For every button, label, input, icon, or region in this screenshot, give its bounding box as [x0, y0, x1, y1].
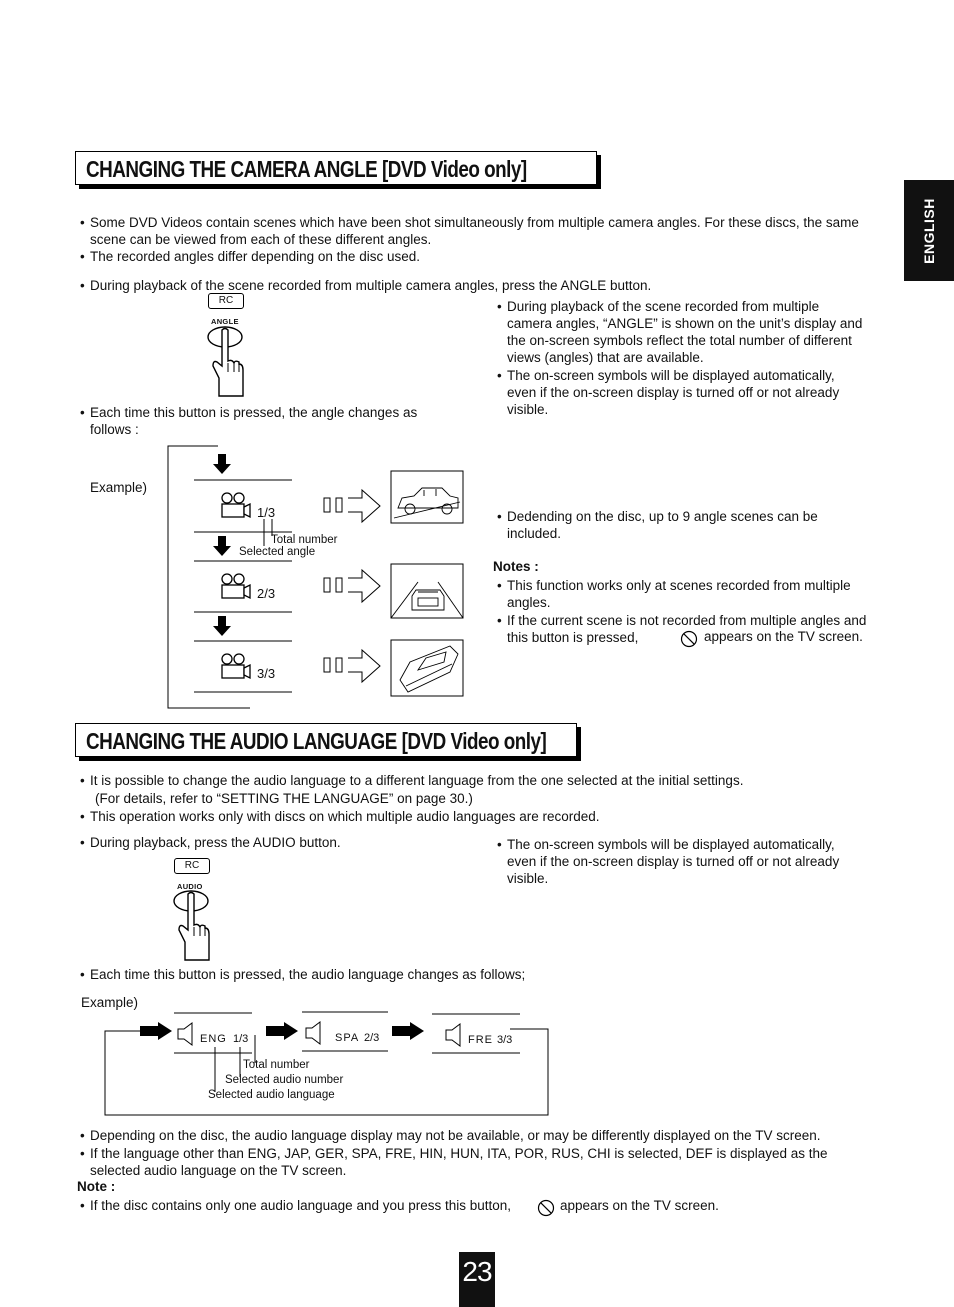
angle-total-number-label: Total number	[271, 534, 338, 546]
prohibited-icon-audio	[537, 1199, 555, 1217]
angle-intro-1: • Some DVD Videos contain scenes which have been shot simultaneously from multiple camera angles. For these discs, the same scene can be viewed from each of these different angles.	[90, 214, 870, 248]
angle-intro-2: • The recorded angles differ depending on the disc used.	[90, 248, 870, 265]
angle-title-text: CHANGING THE CAMERA ANGLE [DVD Video only]	[86, 156, 527, 182]
audio-intro-1b: (For details, refer to “SETTING THE LANGUAGE” on page 30.)	[95, 791, 473, 806]
angle-sequence-diagram	[160, 440, 480, 712]
angle-value-1: 1/3	[257, 505, 276, 520]
audio-num-1: 1/3	[233, 1033, 249, 1045]
audio-note-1-b: appears on the TV screen.	[560, 1198, 719, 1213]
angle-note-1: • This function works only at scenes recorded from multiple angles.	[507, 577, 877, 611]
angle-right-2: • The on-screen symbols will be displayed automatically, even if the on-screen display is turned off or not already visible.	[507, 367, 867, 418]
page-number: 23	[459, 1252, 495, 1307]
audio-lang-1: ENG	[200, 1033, 227, 1045]
angle-note-2-b: appears on the TV screen.	[704, 629, 863, 644]
angle-example-label: Example)	[90, 480, 148, 495]
angle-rc-label: RC	[208, 293, 244, 309]
language-tab	[904, 180, 954, 281]
audio-intro-2: • This operation works only with discs on which multiple audio languages are recorded.	[90, 808, 870, 825]
audio-intro-1: • It is possible to change the audio language to a different language from the one selected at the initial settings.	[90, 772, 870, 789]
angle-right-1: • During playback of the scene recorded from multiple camera angles, “ANGLE” is shown on the unit’s display and the on-screen symbols reflect the total number of different views (angles) that are available.	[507, 298, 867, 366]
angle-selected-label: Selected angle	[239, 546, 316, 558]
audio-button-label: AUDIO	[177, 882, 203, 891]
audio-selected-number-label: Selected audio number	[225, 1074, 344, 1086]
angle-max-note: • Dedending on the disc, up to 9 angle scenes can be included.	[507, 508, 867, 542]
audio-num-2: 2/3	[364, 1032, 380, 1044]
language-tab-label: ENGLISH	[921, 197, 937, 264]
audio-note-1-a: • If the disc contains only one audio language and you press this button,	[90, 1197, 540, 1214]
angle-value-3: 3/3	[257, 666, 276, 681]
angle-button-label: ANGLE	[211, 317, 239, 326]
angle-hand-press-icon	[205, 326, 255, 398]
angle-section-title	[75, 151, 597, 185]
audio-num-3: 3/3	[497, 1034, 513, 1046]
audio-each-press: • Each time this button is pressed, the audio language changes as follows;	[90, 966, 870, 983]
audio-lang-2: SPA	[335, 1032, 360, 1044]
prohibited-icon	[680, 630, 698, 648]
angle-each-press: • Each time this button is pressed, the angle changes as follows :	[90, 404, 430, 438]
audio-hand-press-icon	[171, 890, 221, 962]
angle-value-2: 2/3	[257, 586, 276, 601]
audio-example-label: Example)	[81, 995, 139, 1010]
audio-bottom-2: • If the language other than ENG, JAP, GER, SPA, FRE, HIN, HUN, ITA, POR, RUS, CHI is selected, DEF is displayed as the selected audio language on the TV screen.	[90, 1145, 880, 1179]
angle-note-2-a: • If the current scene is not recorded from multiple angles and this button is pressed,	[507, 612, 877, 646]
audio-section-title	[75, 723, 577, 757]
audio-lang-3: FRE	[468, 1034, 493, 1046]
audio-step: • During playback, press the AUDIO button.	[90, 834, 450, 851]
audio-right-1: • The on-screen symbols will be displayed automatically, even if the on-screen display is turned off or not already visible.	[507, 836, 867, 887]
audio-selected-language-label: Selected audio language	[208, 1089, 335, 1101]
audio-note-heading: Note :	[77, 1179, 116, 1194]
audio-rc-label: RC	[174, 858, 210, 874]
angle-notes-heading: Notes :	[493, 559, 539, 574]
audio-title-text: CHANGING THE AUDIO LANGUAGE [DVD Video only]	[86, 728, 547, 754]
angle-step: • During playback of the scene recorded from multiple camera angles, press the ANGLE button.	[90, 277, 870, 294]
audio-total-number-label: Total number	[243, 1059, 310, 1071]
audio-bottom-1: • Depending on the disc, the audio language display may not be available, or may be differently displayed on the TV screen.	[90, 1127, 890, 1144]
audio-sequence-diagram	[100, 1005, 555, 1120]
